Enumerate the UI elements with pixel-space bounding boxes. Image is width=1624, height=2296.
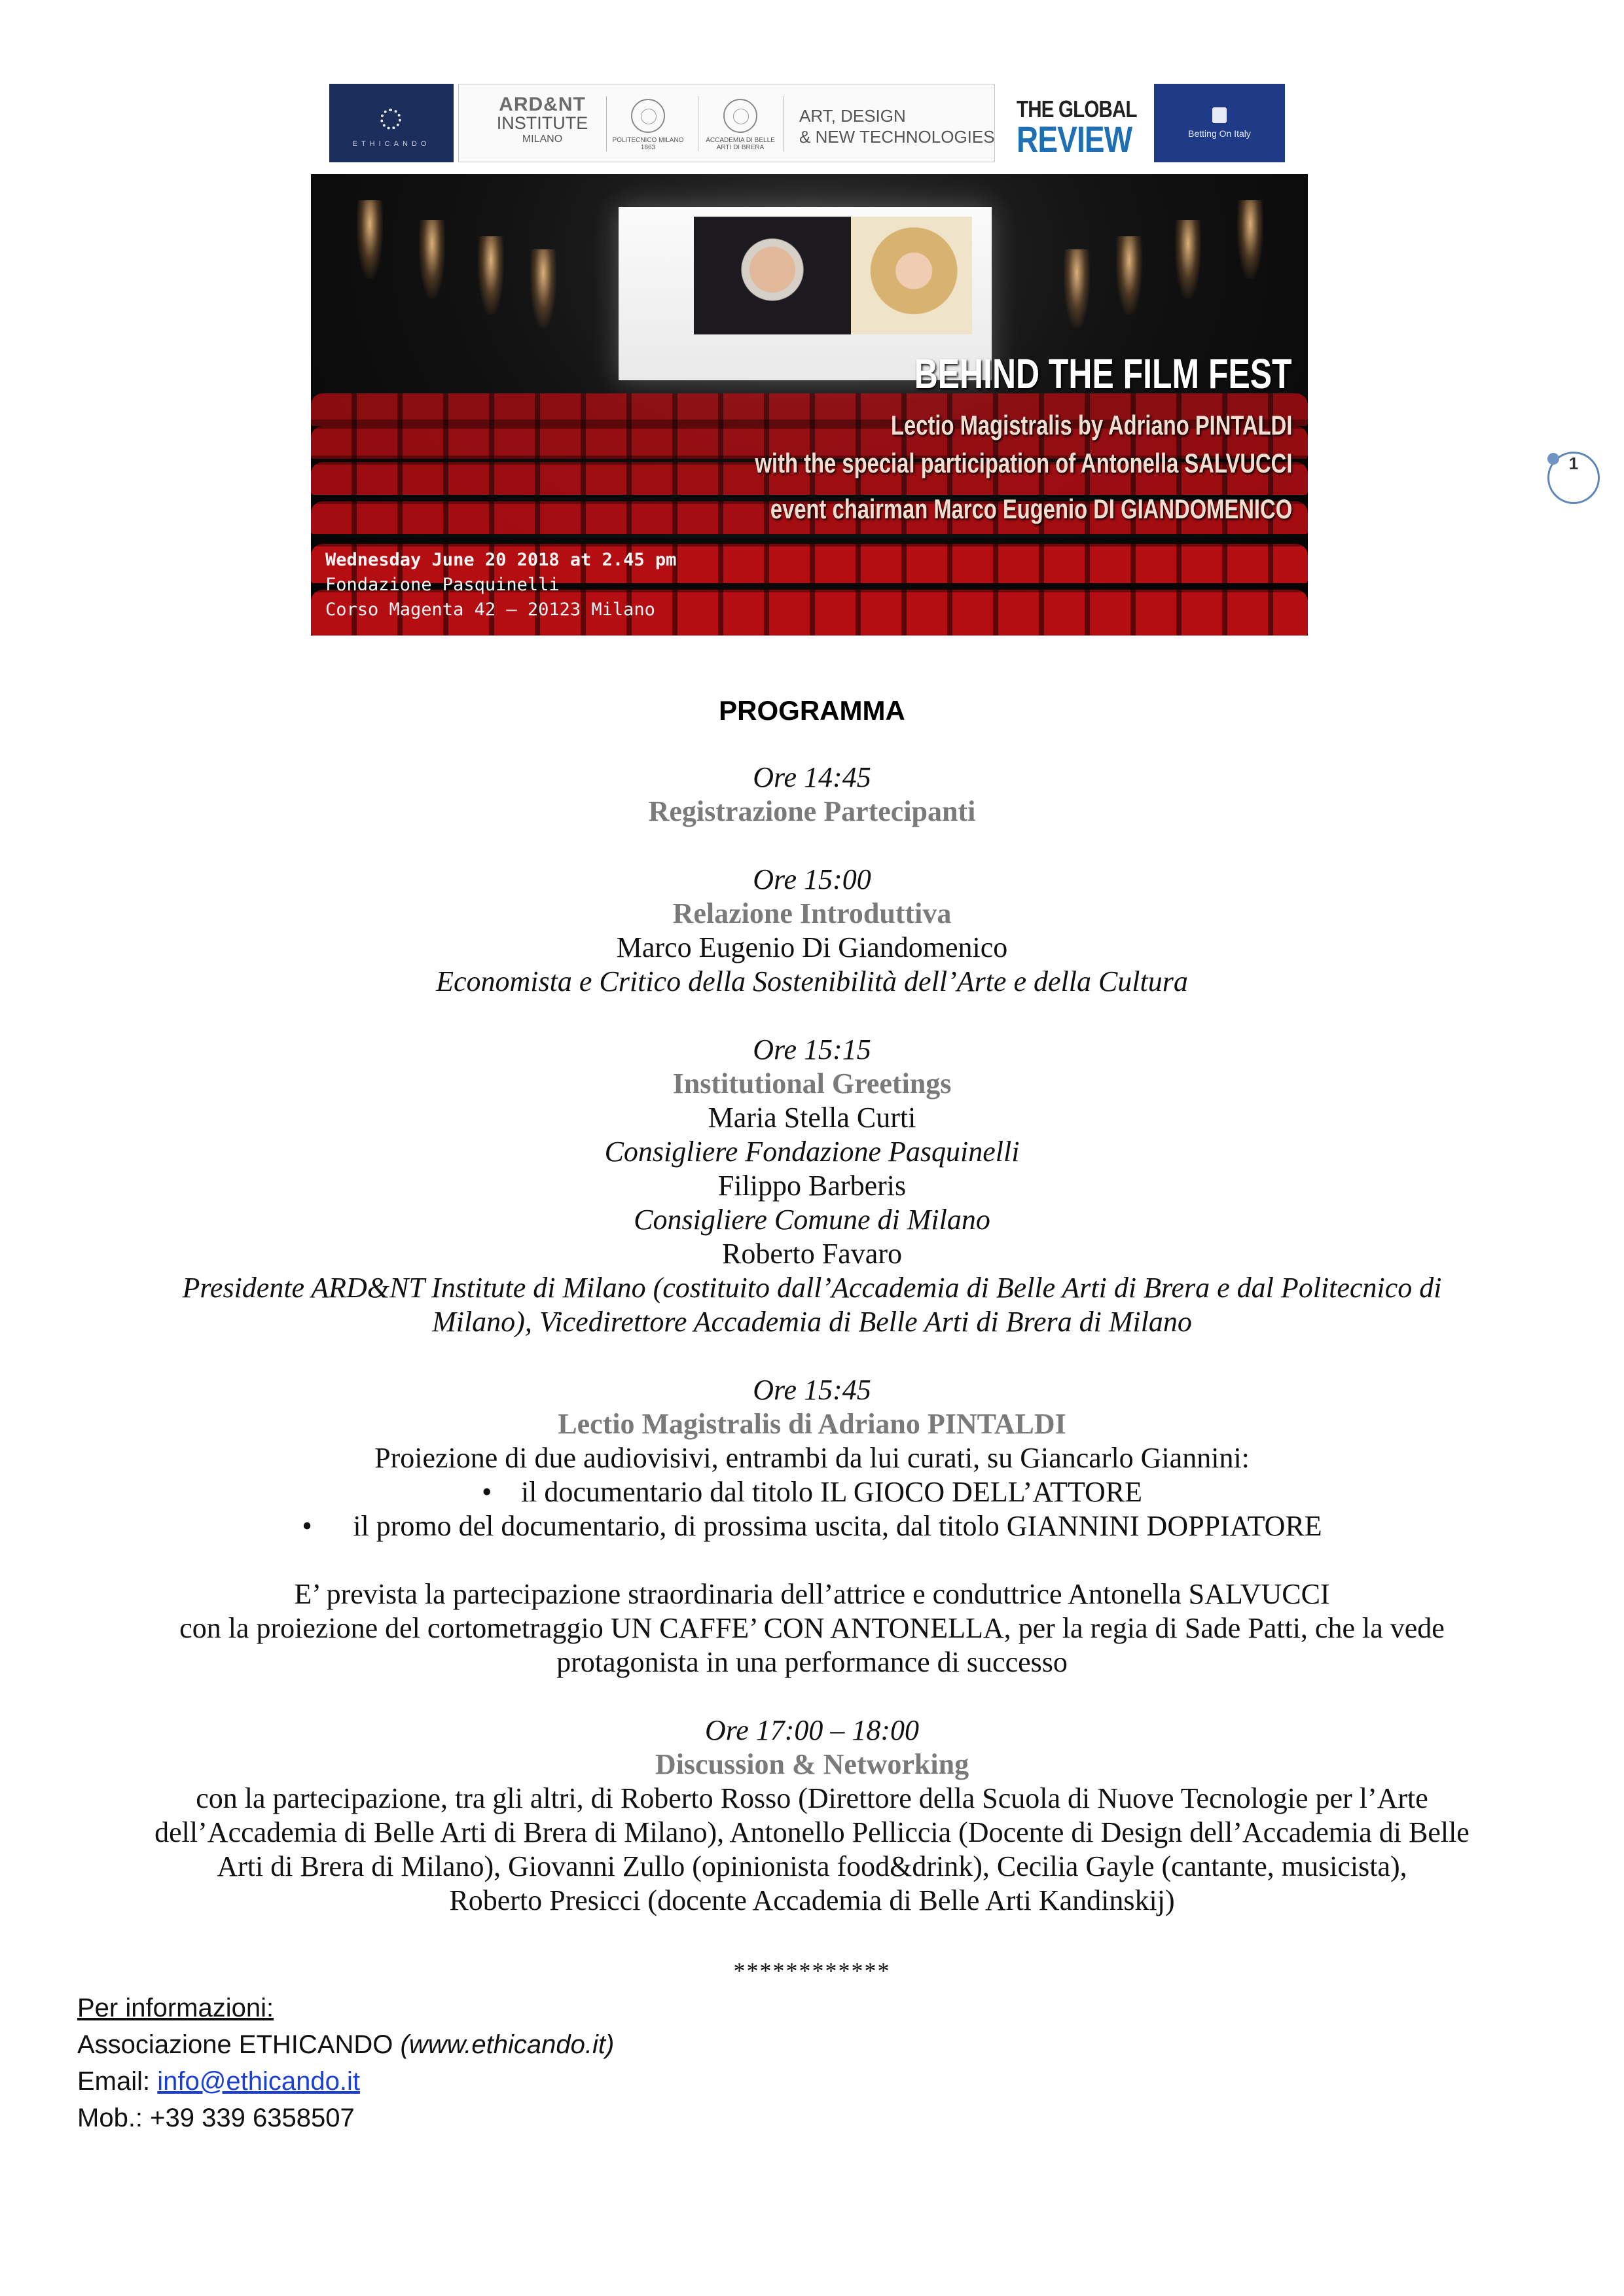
politecnico-seal-icon (631, 99, 665, 133)
ardnt-logo (495, 94, 590, 145)
contact-mobile: Mob.: +39 339 6358507 (77, 2104, 355, 2132)
art-design-line-1: ART, DESIGN (799, 106, 906, 126)
global-review-line-1: THE GLOBAL (1017, 96, 1137, 122)
programma-heading: PROGRAMMA (719, 695, 905, 726)
bullet-icon: • (302, 1510, 312, 1542)
contact-association (77, 2026, 614, 2063)
session-title: Discussion & Networking (655, 1748, 969, 1780)
page-number-badge: 1 (1547, 452, 1600, 504)
speaker-role: Presidente ARD&NT Institute di Milano (costituito dall’Accademia di Belle Arti di Brera e dal Politecnico di (182, 1272, 1442, 1304)
spacer (65, 1679, 1559, 1713)
wall-lamp (1237, 200, 1263, 279)
session-title: Relazione Introduttiva (672, 897, 952, 929)
session-description: Roberto Presicci (docente Accademia di Belle Arti Kandinskij) (449, 1884, 1175, 1916)
list-item-text: il promo del documentario, di prossima uscita, dal titolo GIANNINI DOPPIATORE (353, 1510, 1322, 1542)
wall-lamp (419, 220, 445, 298)
banner-address: Corso Magenta 42 – 20123 Milano (325, 600, 655, 620)
politecnico-logo-text: POLITECNICO MILANO 1863 (612, 137, 684, 151)
association-website: (www.ethicando.it) (400, 2030, 615, 2059)
session-description: dell’Accademia di Belle Arti di Brera di Milano), Antonello Pelliccia (Docente di Design dell’Accademia di Belle (154, 1816, 1470, 1848)
wall-lamp (1116, 236, 1142, 315)
ethicando-logo-text: ETHICANDO (352, 140, 431, 148)
art-design-logo (799, 105, 995, 147)
speaker-role: Economista e Critico della Sostenibilità dell’Arte e della Cultura (436, 965, 1188, 997)
session-title: Institutional Greetings (672, 1067, 952, 1100)
session-description: con la proiezione del cortometraggio UN CAFFE’ CON ANTONELLA, per la regia di Sade Patti, che la vede (179, 1612, 1445, 1644)
bullet-icon: • (481, 1476, 492, 1508)
wall-lamp (1064, 249, 1090, 328)
art-design-line-2: & NEW TECHNOLOGIES (799, 127, 995, 147)
speaker-role: Milano), Vicedirettore Accademia di Belle Arti di Brera di Milano (432, 1306, 1192, 1338)
global-review-logo (1010, 84, 1141, 162)
betting-on-italy-logo (1154, 84, 1285, 162)
speaker-name: Marco Eugenio Di Giandomenico (616, 931, 1008, 963)
session-description: Arti di Brera di Milano), Giovanni Zullo (opinionista food&drink), Cecilia Gayle (cantante, musicista), (217, 1850, 1407, 1882)
badge-dot (1547, 453, 1559, 465)
contact-info (77, 1990, 614, 2136)
event-banner (311, 174, 1308, 636)
divider (606, 96, 607, 151)
speaker-role: Consigliere Comune di Milano (634, 1204, 990, 1236)
wall-lamp (478, 236, 504, 315)
ardnt-logo-city: MILANO (522, 134, 563, 145)
spacer (65, 1543, 1559, 1577)
wall-lamp (530, 249, 556, 328)
list-item (65, 1475, 1559, 1509)
session-time: Ore 15:45 (753, 1374, 871, 1406)
guest-photo (851, 217, 972, 334)
speaker-role: Consigliere Fondazione Pasquinelli (604, 1136, 1020, 1168)
session-time: Ore 15:00 (753, 863, 871, 895)
separator-stars: ************ (733, 1958, 891, 1984)
session-time: Ore 17:00 – 18:00 (704, 1714, 920, 1746)
session-title: Registrazione Partecipanti (648, 795, 976, 827)
contact-email (77, 2063, 614, 2100)
logo-strip (329, 84, 1291, 169)
banner-subtitle-2: with the special participation of Antonella SALVUCCI (755, 448, 1292, 478)
banner-date: Wednesday June 20 2018 at 2.45 pm (325, 550, 677, 570)
accademia-seal-icon (723, 99, 757, 133)
email-label: Email: (77, 2067, 151, 2096)
speaker-name: Roberto Favaro (722, 1238, 902, 1270)
flag-icon (1212, 107, 1227, 123)
ardnt-logo-institute: INSTITUTE (496, 113, 588, 133)
list-item-text: il documentario dal titolo IL GIOCO DELL’ATTORE (520, 1476, 1143, 1508)
accademia-logo-text: ACCADEMIA DI BELLE ARTI DI BRERA (706, 137, 775, 151)
banner-title: BEHIND THE FILM FEST (914, 350, 1292, 397)
session-description: protagonista in una performance di successo (556, 1646, 1068, 1678)
spacer (65, 829, 1559, 863)
spacer (65, 1339, 1559, 1373)
session-description: con la partecipazione, tra gli altri, di Roberto Rosso (Direttore della Scuola di Nuove Tecnologie per l’Arte (196, 1782, 1428, 1814)
session-title: Lectio Magistralis di Adriano PINTALDI (558, 1408, 1066, 1440)
divider (783, 96, 784, 151)
ardnt-logo-name: ARD&NT (499, 94, 586, 115)
ethicando-logo (329, 84, 454, 162)
association-name: Associazione ETHICANDO (77, 2030, 393, 2059)
session-description: Proiezione di due audiovisivi, entrambi da lui curati, su Giancarlo Giannini: (374, 1442, 1250, 1474)
list-item (65, 1509, 1559, 1543)
banner-venue: Fondazione Pasquinelli (325, 575, 560, 595)
programme-body (65, 761, 1559, 1918)
speaker-photo (694, 217, 851, 334)
seat-shadow (311, 537, 1308, 547)
sun-icon (380, 109, 401, 130)
session-time: Ore 15:15 (753, 1033, 871, 1066)
wall-lamp (357, 200, 383, 279)
betting-on-italy-text: Betting On Italy (1188, 128, 1251, 139)
contact-heading: Per informazioni: (77, 1994, 274, 2022)
session-description: E’ prevista la partecipazione straordinaria dell’attrice e conduttrice Antonella SALVUCCI (294, 1578, 1330, 1610)
partner-logos (458, 84, 995, 162)
spacer (65, 999, 1559, 1033)
session-time: Ore 14:45 (753, 761, 871, 793)
email-link[interactable]: info@ethicando.it (157, 2067, 360, 2096)
speaker-name: Maria Stella Curti (708, 1102, 916, 1134)
banner-subtitle-1: Lectio Magistralis by Adriano PINTALDI (890, 410, 1292, 440)
speaker-name: Filippo Barberis (717, 1170, 907, 1202)
wall-lamp (1175, 220, 1201, 298)
global-review-line-2: REVIEW (1017, 118, 1132, 160)
banner-subtitle-3: event chairman Marco Eugenio DI GIANDOMENICO (770, 493, 1292, 524)
